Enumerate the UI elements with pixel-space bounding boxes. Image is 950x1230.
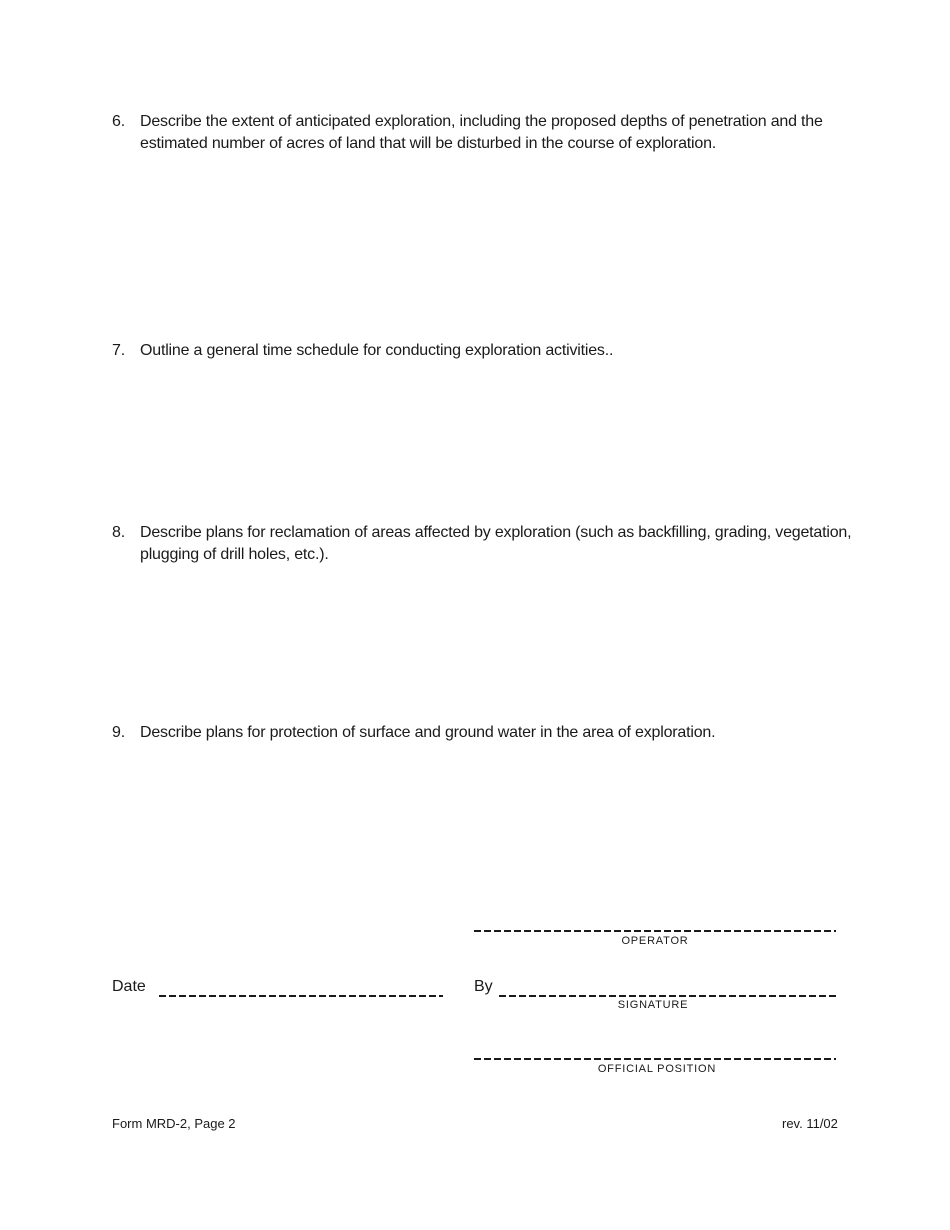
question-text: Describe plans for reclamation of areas affected by exploration (such as backfilling, grading, vegetation, plugging of drill holes, etc.).	[140, 524, 852, 563]
by-label: By	[474, 978, 493, 995]
question-6	[112, 111, 872, 155]
question-number: 8.	[112, 524, 125, 541]
official-position-field[interactable]	[474, 1058, 836, 1060]
question-text: Describe the extent of anticipated exploration, including the proposed depths of penetration and the estimated number of acres of land that will be disturbed in the course of exploration.	[140, 113, 823, 152]
official-position-caption: OFFICIAL POSITION	[597, 1063, 717, 1075]
question-number: 6.	[112, 113, 125, 130]
operator-caption: OPERATOR	[621, 935, 689, 947]
question-text: Outline a general time schedule for conducting exploration activities..	[140, 342, 614, 359]
question-7	[112, 340, 872, 362]
answer-area-8[interactable]	[112, 575, 852, 710]
question-8	[112, 522, 872, 566]
form-id: Form MRD-2, Page 2	[112, 1116, 236, 1131]
answer-area-9[interactable]	[112, 752, 852, 902]
date-field[interactable]	[159, 995, 443, 997]
signature-field[interactable]	[499, 995, 836, 997]
date-label: Date	[112, 978, 146, 995]
question-number: 7.	[112, 342, 125, 359]
question-9	[112, 722, 872, 744]
signature-caption: SIGNATURE	[617, 999, 689, 1011]
revision: rev. 11/02	[782, 1116, 838, 1131]
question-number: 9.	[112, 724, 125, 741]
answer-area-6[interactable]	[112, 160, 852, 330]
answer-area-7[interactable]	[112, 370, 852, 510]
question-text: Describe plans for protection of surface and ground water in the area of exploration.	[140, 724, 716, 741]
operator-line[interactable]	[474, 930, 836, 932]
